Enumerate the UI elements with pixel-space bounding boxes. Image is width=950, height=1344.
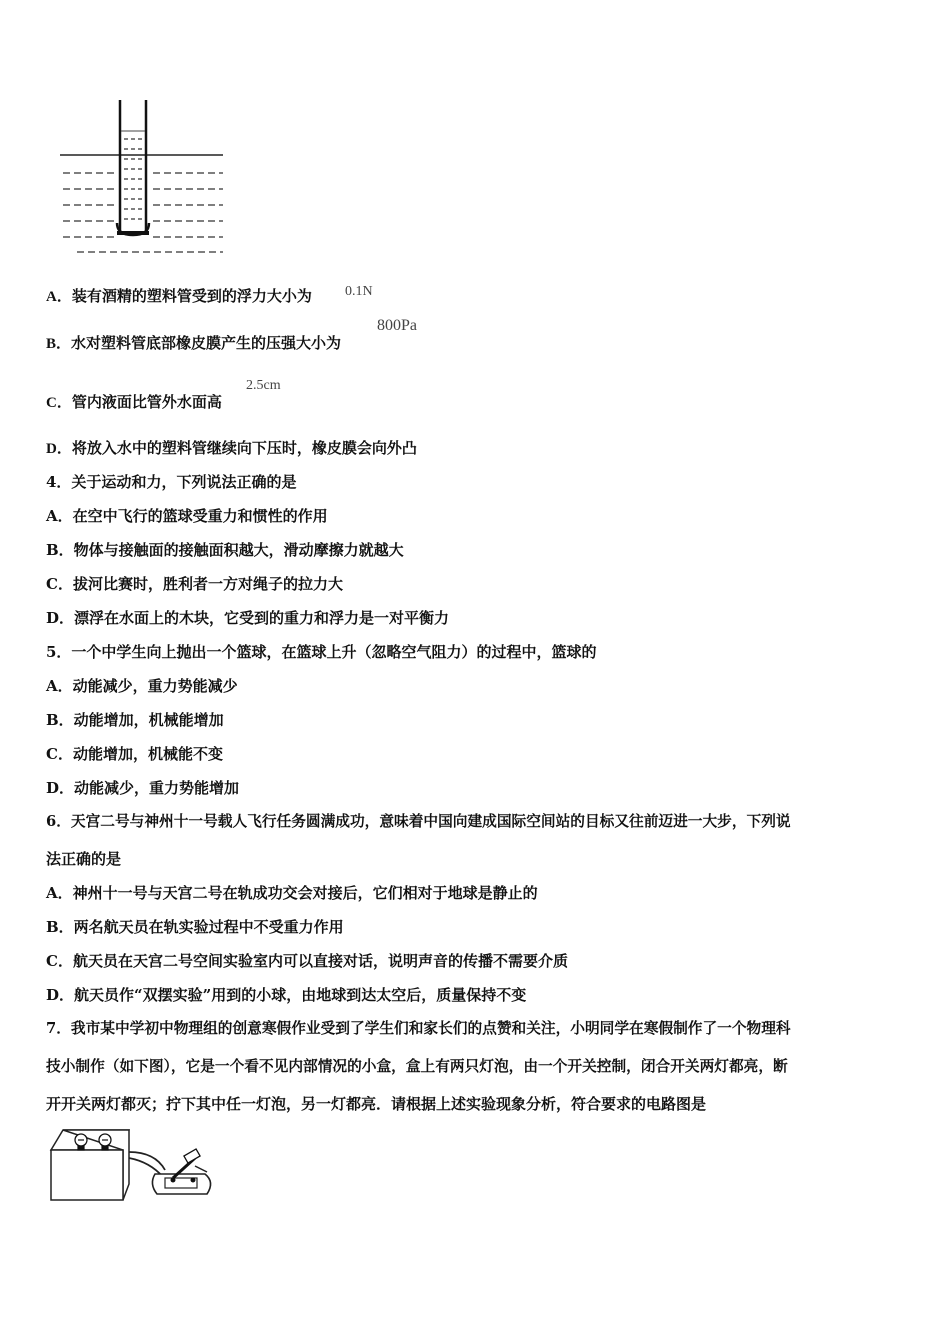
- q5-option-c: C．动能增加，机械能不变: [46, 745, 223, 763]
- q3-option-a-letter: A．: [46, 289, 72, 305]
- q5-option-a: A．动能减少，重力势能减少: [46, 677, 238, 695]
- q5-option-d: D．动能减少，重力势能增加: [46, 779, 240, 797]
- q4-stem: 4．关于运动和力，下列说法正确的是: [46, 473, 297, 491]
- q4-option-c: C．拔河比赛时，胜利者一方对绳子的拉力大: [46, 575, 343, 593]
- q3-option-b-letter: B．: [46, 336, 72, 352]
- q4-option-b: B．物体与接触面的接触面积越大，滑动摩擦力就越大: [46, 541, 404, 559]
- q3-option-b-text: 水对塑料管底部橡皮膜产生的压强大小为: [71, 334, 342, 352]
- q3-option-d: [46, 438, 417, 459]
- q6-stem-line-1: 6．天宫二号与神州十一号载人飞行任务圆满成功，意味着中国向建成国际空间站的目标又往前迈进一大步，下列说: [46, 813, 791, 830]
- q3-option-c: [46, 392, 222, 413]
- q6-option-a: A．神州十一号与天宫二号在轨成功交会对接后，它们相对于地球是静止的: [46, 884, 538, 902]
- q3-option-b-value: 800Pa: [377, 317, 417, 334]
- q3-option-b: [46, 333, 341, 354]
- q4-option-d: D．漂浮在水面上的木块，它受到的重力和浮力是一对平衡力: [46, 609, 450, 627]
- q7-stem-line-3: 开开关两灯都灭；拧下其中任一灯泡，另一灯都亮．请根据上述实验现象分析，符合要求的电路图是: [46, 1095, 707, 1113]
- q6-option-c: C．航天员在天宫二号空间实验室内可以直接对话，说明声音的传播不需要介质: [46, 952, 568, 970]
- q7-stem-line-1: 7．我市某中学初中物理组的创意寒假作业受到了学生们和家长们的点赞和关注，小明同学在寒假制作了一个物理科: [46, 1020, 791, 1037]
- q7-stem-line-2: 技小制作（如下图），它是一个看不见内部情况的小盒，盒上有两只灯泡，由一个开关控制，闭合开关两灯都亮，断: [46, 1058, 788, 1075]
- q4-option-a: A．在空中飞行的篮球受重力和惯性的作用: [46, 507, 328, 525]
- tube-in-water-figure: [55, 95, 230, 260]
- q6-option-d: D．航天员作“双摆实验”用到的小球，由地球到达太空后，质量保持不变: [46, 986, 527, 1004]
- q3-option-c-letter: C．: [46, 395, 72, 411]
- q3-option-a-text: 装有酒精的塑料管受到的浮力大小为: [71, 287, 312, 305]
- q3-option-a-value: 0.1N: [345, 284, 373, 299]
- q3-option-a: [46, 286, 312, 307]
- q5-option-b: B．动能增加，机械能增加: [46, 711, 224, 729]
- q3-option-d-text: 将放入水中的塑料管继续向下压时，橡皮膜会向外凸: [71, 439, 417, 457]
- q6-stem-line-2: 法正确的是: [46, 850, 122, 868]
- q3-option-d-letter: D．: [46, 441, 72, 457]
- q6-option-b: B．两名航天员在轨实验过程中不受重力作用: [46, 918, 344, 936]
- q3-option-c-text: 管内液面比管外水面高: [71, 393, 222, 411]
- q5-stem: 5．一个中学生向上抛出一个篮球，在篮球上升（忽略空气阻力）的过程中，篮球的: [46, 643, 597, 661]
- q3-option-c-value: 2.5cm: [246, 378, 281, 393]
- bulb-box-switch-figure: [45, 1122, 220, 1207]
